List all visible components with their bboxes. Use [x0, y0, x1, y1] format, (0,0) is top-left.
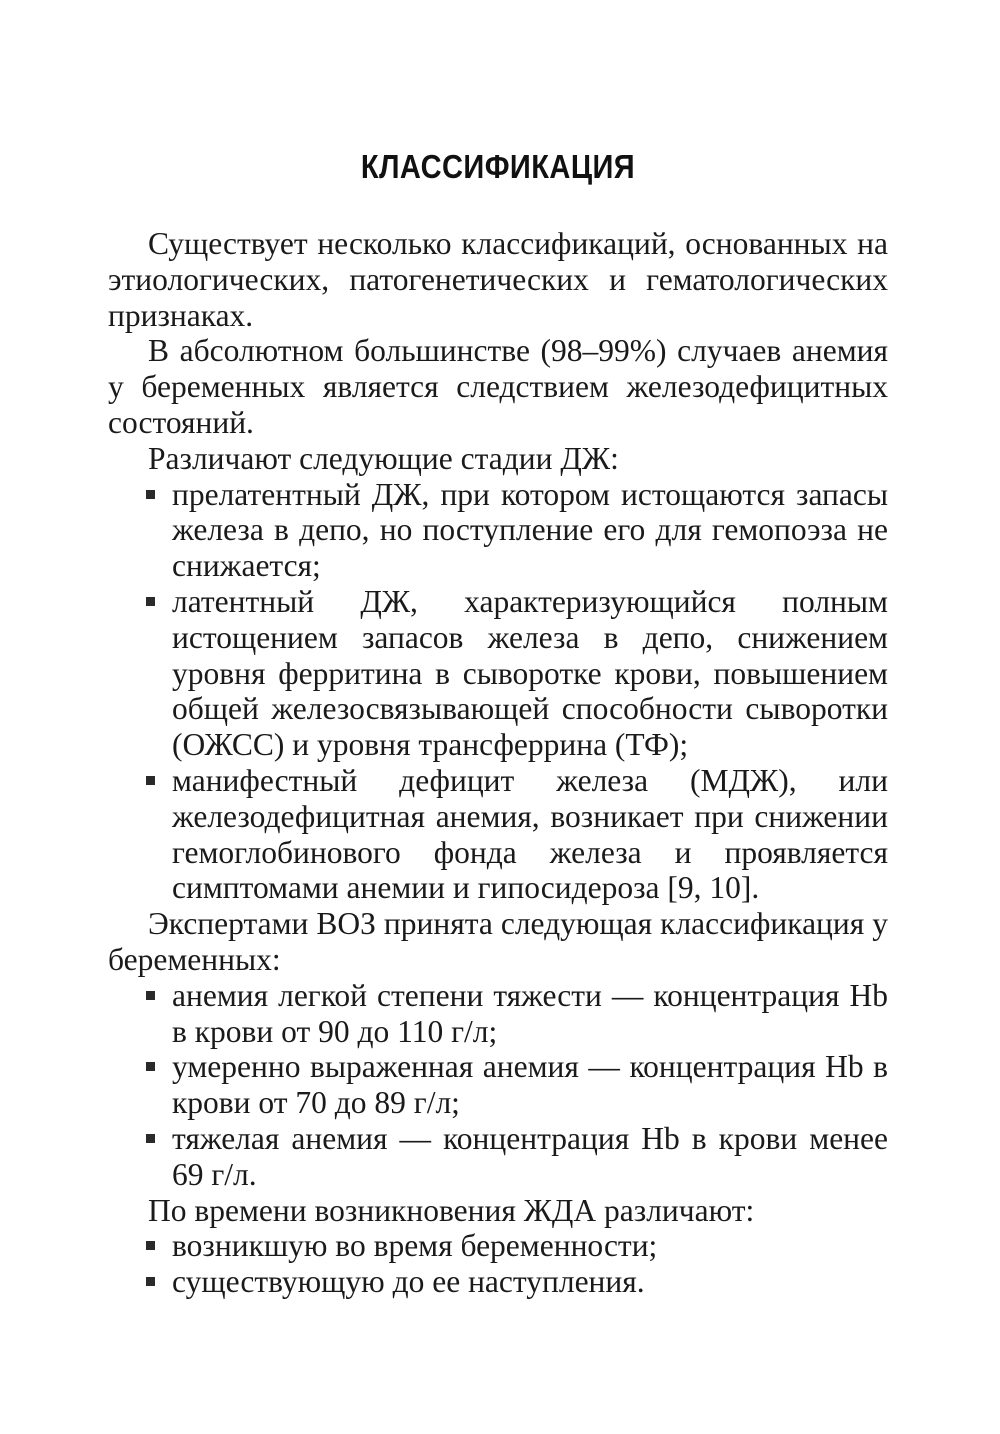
onset-types-list: [108, 1228, 888, 1300]
list-item-onset: [172, 1228, 888, 1264]
list-item-text: тяжелая анемия — концентрация Hb в крови менее 69 г/л.: [172, 1120, 888, 1192]
list-item-text: анемия легкой степени тяжести — концентрация Hb в крови от 90 до 110 г/л;: [172, 977, 888, 1049]
list-item-grade: [172, 1121, 888, 1193]
list-item-grade: [172, 978, 888, 1050]
list-item-grade: [172, 1049, 888, 1121]
paragraph-classifications: Существует несколько классификаций, основанных на этиологических, патогенетических и гематологических признаках.: [108, 226, 888, 333]
bullet-icon: [146, 776, 155, 785]
bullet-icon: [146, 1134, 155, 1143]
bullet-icon: [146, 1062, 155, 1071]
list-item-stage: [172, 584, 888, 763]
list-item-text: возникшую во время беременности;: [172, 1228, 658, 1264]
section-heading: КЛАССИФИКАЦИЯ: [360, 148, 636, 185]
stages-list: [108, 477, 888, 907]
who-grades-list: [108, 978, 888, 1193]
bullet-icon: [146, 1277, 155, 1286]
bullet-icon: [146, 597, 155, 606]
bullet-icon: [146, 1241, 155, 1250]
paragraph-stages-intro: Различают следующие стадии ДЖ:: [148, 440, 619, 476]
paragraph-onset-intro: По времени возникновения ЖДА различают:: [148, 1192, 755, 1228]
bullet-icon: [146, 991, 155, 1000]
list-item-stage: [172, 477, 888, 584]
list-item-text: умеренно выраженная анемия — концентрация Hb в крови от 70 до 89 г/л;: [172, 1049, 888, 1121]
list-item-text: латентный ДЖ, характеризующийся полным истощением запасов железа в депо, снижением уровня ферритина в сыворотке крови, повышением общей железосвязывающей способности сыворотки (ОЖСС) и уровня трансферрина (ТФ);: [172, 583, 888, 763]
list-item-text: манифестный дефицит железа (МДЖ), или железодефицитная анемия, возникает при снижении гемоглобинового фонда железа и проявляется симптомами анемии и гипосидероза [9, 10].: [172, 762, 888, 906]
list-item-onset: [172, 1264, 888, 1300]
paragraph-iron-deficiency: В абсолютном большинстве (98–99%) случаев анемия у беременных является следствием железодефицитных состояний.: [108, 333, 888, 440]
list-item-stage: [172, 763, 888, 906]
body-text: [108, 226, 888, 1300]
paragraph-who-intro: Экспертами ВОЗ принята следующая классификация у беременных:: [108, 906, 888, 977]
list-item-text: существующую до ее наступления.: [172, 1264, 645, 1300]
bullet-icon: [146, 490, 155, 499]
list-item-text: прелатентный ДЖ, при котором истощаются запасы железа в депо, но поступление его для гемопоэза не снижается;: [172, 476, 888, 584]
